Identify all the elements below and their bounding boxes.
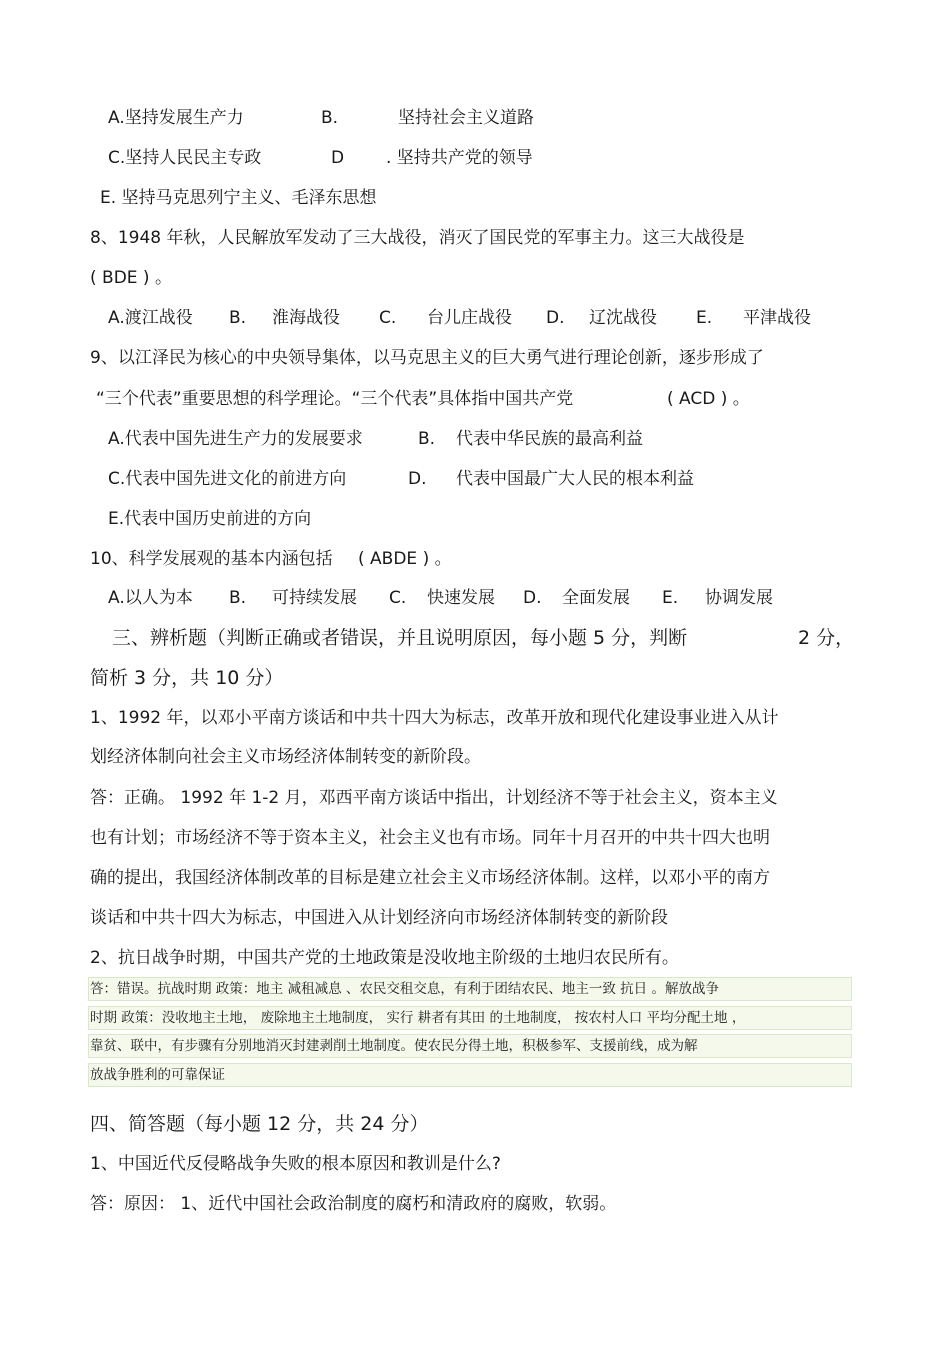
q10-option: E.: [662, 588, 679, 608]
q7-option-d-letter: D: [331, 148, 345, 168]
q7-option-e: E. 坚持马克思列宁主义、毛泽东思想: [100, 188, 377, 208]
q8-stem: 8、1948 年秋，人民解放军发动了三大战役，消灭了国民党的军事主力。这三大战役是: [90, 228, 745, 248]
q8-option: 淮海战役: [272, 308, 340, 328]
q9-option-b-letter: B.: [418, 429, 436, 449]
q8-option: 台儿庄战役: [427, 308, 512, 328]
s3-item2-answer-line1: 答：错误。抗战时期 政策：地主 减租减息 、农民交租交息，有利于团结农民、地主一致 抗日 。解放战争: [90, 981, 719, 997]
q10-option: 协调发展: [705, 588, 773, 608]
q10-option: A.以人为本: [108, 588, 193, 608]
q8-option: 辽沈战役: [589, 308, 657, 328]
s3-item2-answer-line2: 时期 政策：没收地主土地， 废除地主土地制度， 实行 耕者有其田 的土地制度， 按农村人口 平均分配土地 ，: [90, 1010, 746, 1026]
q8-option: 平津战役: [743, 308, 811, 328]
s3-item2-answer-line4: 放战争胜利的可靠保证: [90, 1067, 225, 1083]
q8-answer: ( BDE ) 。: [90, 268, 172, 288]
q9-option-d-text: 代表中国最广大人民的根本利益: [456, 469, 694, 489]
q8-option: C.: [379, 308, 397, 328]
s3-item1-answer-line4: 谈话和中共十四大为标志，中国进入从计划经济向市场经济体制转变的新阶段: [90, 908, 668, 928]
q9-option-a: A.代表中国先进生产力的发展要求: [108, 429, 363, 449]
q9-option-b-text: 代表中华民族的最高利益: [456, 429, 643, 449]
s3-item2-answer-line3: 靠贫、联中，有步骤有分别地消灭封建剥削土地制度。使农民分得土地，积极参军、支援前线，成为解: [90, 1038, 698, 1054]
q8-option: E.: [696, 308, 713, 328]
q8-option: A.渡江战役: [108, 308, 193, 328]
q9-stem-line1: 9、以江泽民为核心的中央领导集体，以马克思主义的巨大勇气进行理论创新，逐步形成了: [90, 348, 764, 368]
s3-item1-answer-line3: 确的提出，我国经济体制改革的目标是建立社会主义市场经济体制。这样，以邓小平的南方: [90, 868, 770, 888]
q9-option-c: C.代表中国先进文化的前进方向: [108, 469, 347, 489]
section3-heading-points: 2 分，: [798, 627, 855, 649]
q10-option: B.: [229, 588, 247, 608]
q10-option: 快速发展: [427, 588, 495, 608]
q10-option: D.: [523, 588, 542, 608]
section3-heading-line2: 简析 3 分，共 10 分）: [90, 667, 284, 689]
section4-heading: 四、简答题（每小题 12 分，共 24 分）: [90, 1113, 429, 1135]
q9-option-e: E.代表中国历史前进的方向: [108, 509, 312, 529]
q7-option-a: A.坚持发展生产力: [108, 108, 244, 128]
s4-item1-stem: 1、中国近代反侵略战争失败的根本原因和教训是什么?: [90, 1154, 501, 1174]
s3-item1-answer-line1: 答：正确。 1992 年 1-2 月，邓西平南方谈话中指出，计划经济不等于社会主义，资本主义: [90, 788, 778, 808]
s3-item1-answer-line2: 也有计划；市场经济不等于资本主义，社会主义也有市场。同年十月召开的中共十四大也明: [90, 828, 770, 848]
q9-option-d-letter: D.: [408, 469, 427, 489]
q7-option-b-letter: B.: [321, 108, 339, 128]
s3-item1-stem-line2: 划经济体制向社会主义市场经济体制转变的新阶段。: [90, 747, 481, 767]
q8-option: B.: [229, 308, 247, 328]
q9-stem-line2: “三个代表”重要思想的科学理论。“三个代表”具体指中国共产党: [96, 389, 574, 409]
q9-answer: ( ACD ) 。: [667, 389, 750, 409]
q10-option: 可持续发展: [272, 588, 357, 608]
q10-stem: 10、科学发展观的基本内涵包括: [90, 549, 333, 569]
q7-option-b-text: 坚持社会主义道路: [398, 108, 534, 128]
q8-option: D.: [546, 308, 565, 328]
s3-item2-stem: 2、抗日战争时期，中国共产党的土地政策是没收地主阶级的土地归农民所有。: [90, 948, 679, 968]
s4-item1-answer-line1: 答：原因： 1、近代中国社会政治制度的腐朽和清政府的腐败，软弱。: [90, 1194, 617, 1214]
q7-option-d-text: . 坚持共产党的领导: [386, 148, 533, 168]
s3-item1-stem-line1: 1、1992 年，以邓小平南方谈话和中共十四大为标志，改革开放和现代化建设事业进入从计: [90, 708, 779, 728]
q10-option: 全面发展: [562, 588, 630, 608]
q10-option: C.: [389, 588, 407, 608]
section3-heading: 三、辨析题（判断正确或者错误，并且说明原因，每小题 5 分，判断: [112, 627, 688, 649]
q10-answer: ( ABDE ) 。: [358, 549, 452, 569]
q7-option-c: C.坚持人民民主专政: [108, 148, 262, 168]
